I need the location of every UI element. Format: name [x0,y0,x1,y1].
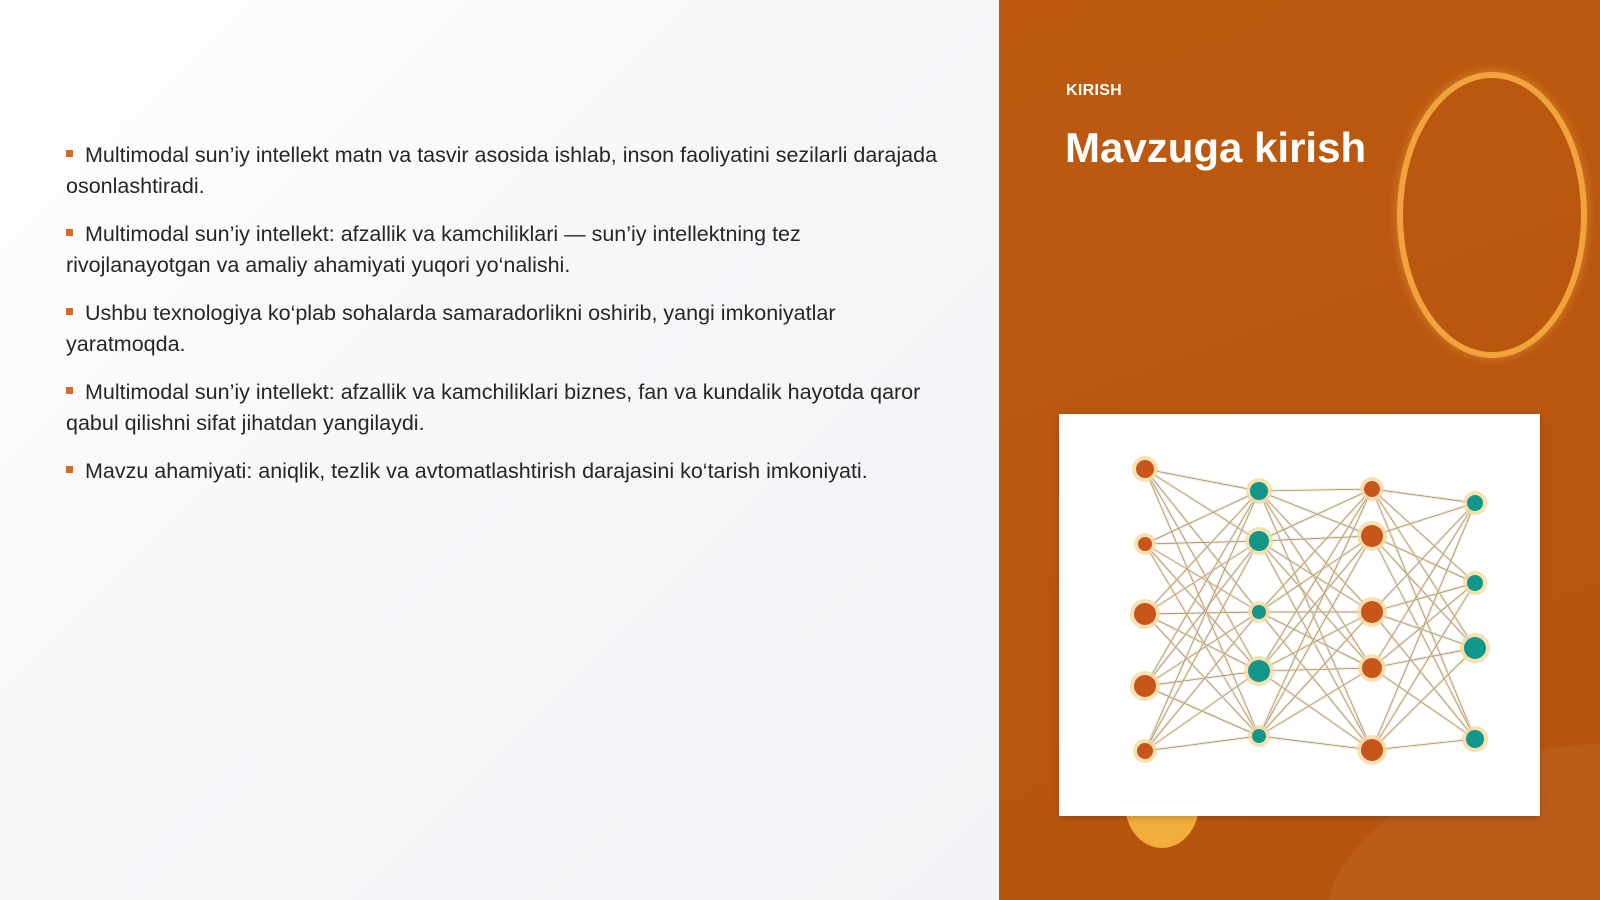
network-node [1250,482,1268,500]
network-node [1361,525,1383,547]
bullet-text: Mavzu ahamiyati: aniqlik, tezlik va avtomatlashtirish darajasini ko‘tarish imkoniyati. [85,459,868,483]
bullet-square-icon [66,387,73,394]
bullet-square-icon [66,466,73,473]
bullet-item [66,140,946,202]
network-node [1467,495,1483,511]
network-node [1466,730,1484,748]
network-edge [1259,536,1372,736]
network-node [1136,460,1154,478]
network-node [1252,605,1266,619]
bullet-text: Multimodal sun’iy intellekt: afzallik va kamchiliklari — sun’iy intellektning tez rivojlanayotgan va amaliy ahamiyati yuqori yo‘nalishi. [66,222,801,277]
neural-network-image [1059,414,1540,816]
bullet-square-icon [66,150,73,157]
bullet-item [66,219,946,281]
network-node [1364,481,1380,497]
network-node [1361,601,1383,623]
network-node [1464,637,1486,659]
bullet-text: Multimodal sun’iy intellekt: afzallik va kamchiliklari biznes, fan va kundalik hayotda qaror qabul qilishni sifat jihatdan yangilaydi. [66,380,921,435]
bullet-text: Multimodal sun’iy intellekt matn va tasvir asosida ishlab, inson faoliyatini sezilarli darajada osonlashtiradi. [66,143,938,198]
network-node [1248,660,1270,682]
network-edge [1372,489,1475,503]
bullet-list [66,140,946,504]
slide-title: Mavzuga kirish [1065,124,1367,171]
title-panel [999,0,1600,900]
network-edge [1259,536,1372,541]
network-node [1137,743,1153,759]
network-edge [1372,739,1475,750]
bullet-item [66,456,946,487]
network-node [1134,603,1156,625]
network-node [1362,658,1382,678]
network-node [1361,739,1383,761]
network-node [1249,531,1269,551]
network-edges [1145,469,1475,751]
bullet-square-icon [66,229,73,236]
bullet-square-icon [66,308,73,315]
network-node [1134,675,1156,697]
network-node [1252,729,1266,743]
decorative-ring [1397,72,1587,358]
network-node [1467,575,1483,591]
bullet-text: Ushbu texnologiya ko‘plab sohalarda samaradorlikni oshirib, yangi imkoniyatlar yaratmoqda. [66,301,836,356]
bullet-item [66,298,946,360]
network-node [1138,537,1152,551]
section-kicker: KIRISH [1066,82,1123,99]
neural-network-icon [1059,414,1540,816]
bullet-item [66,377,946,439]
